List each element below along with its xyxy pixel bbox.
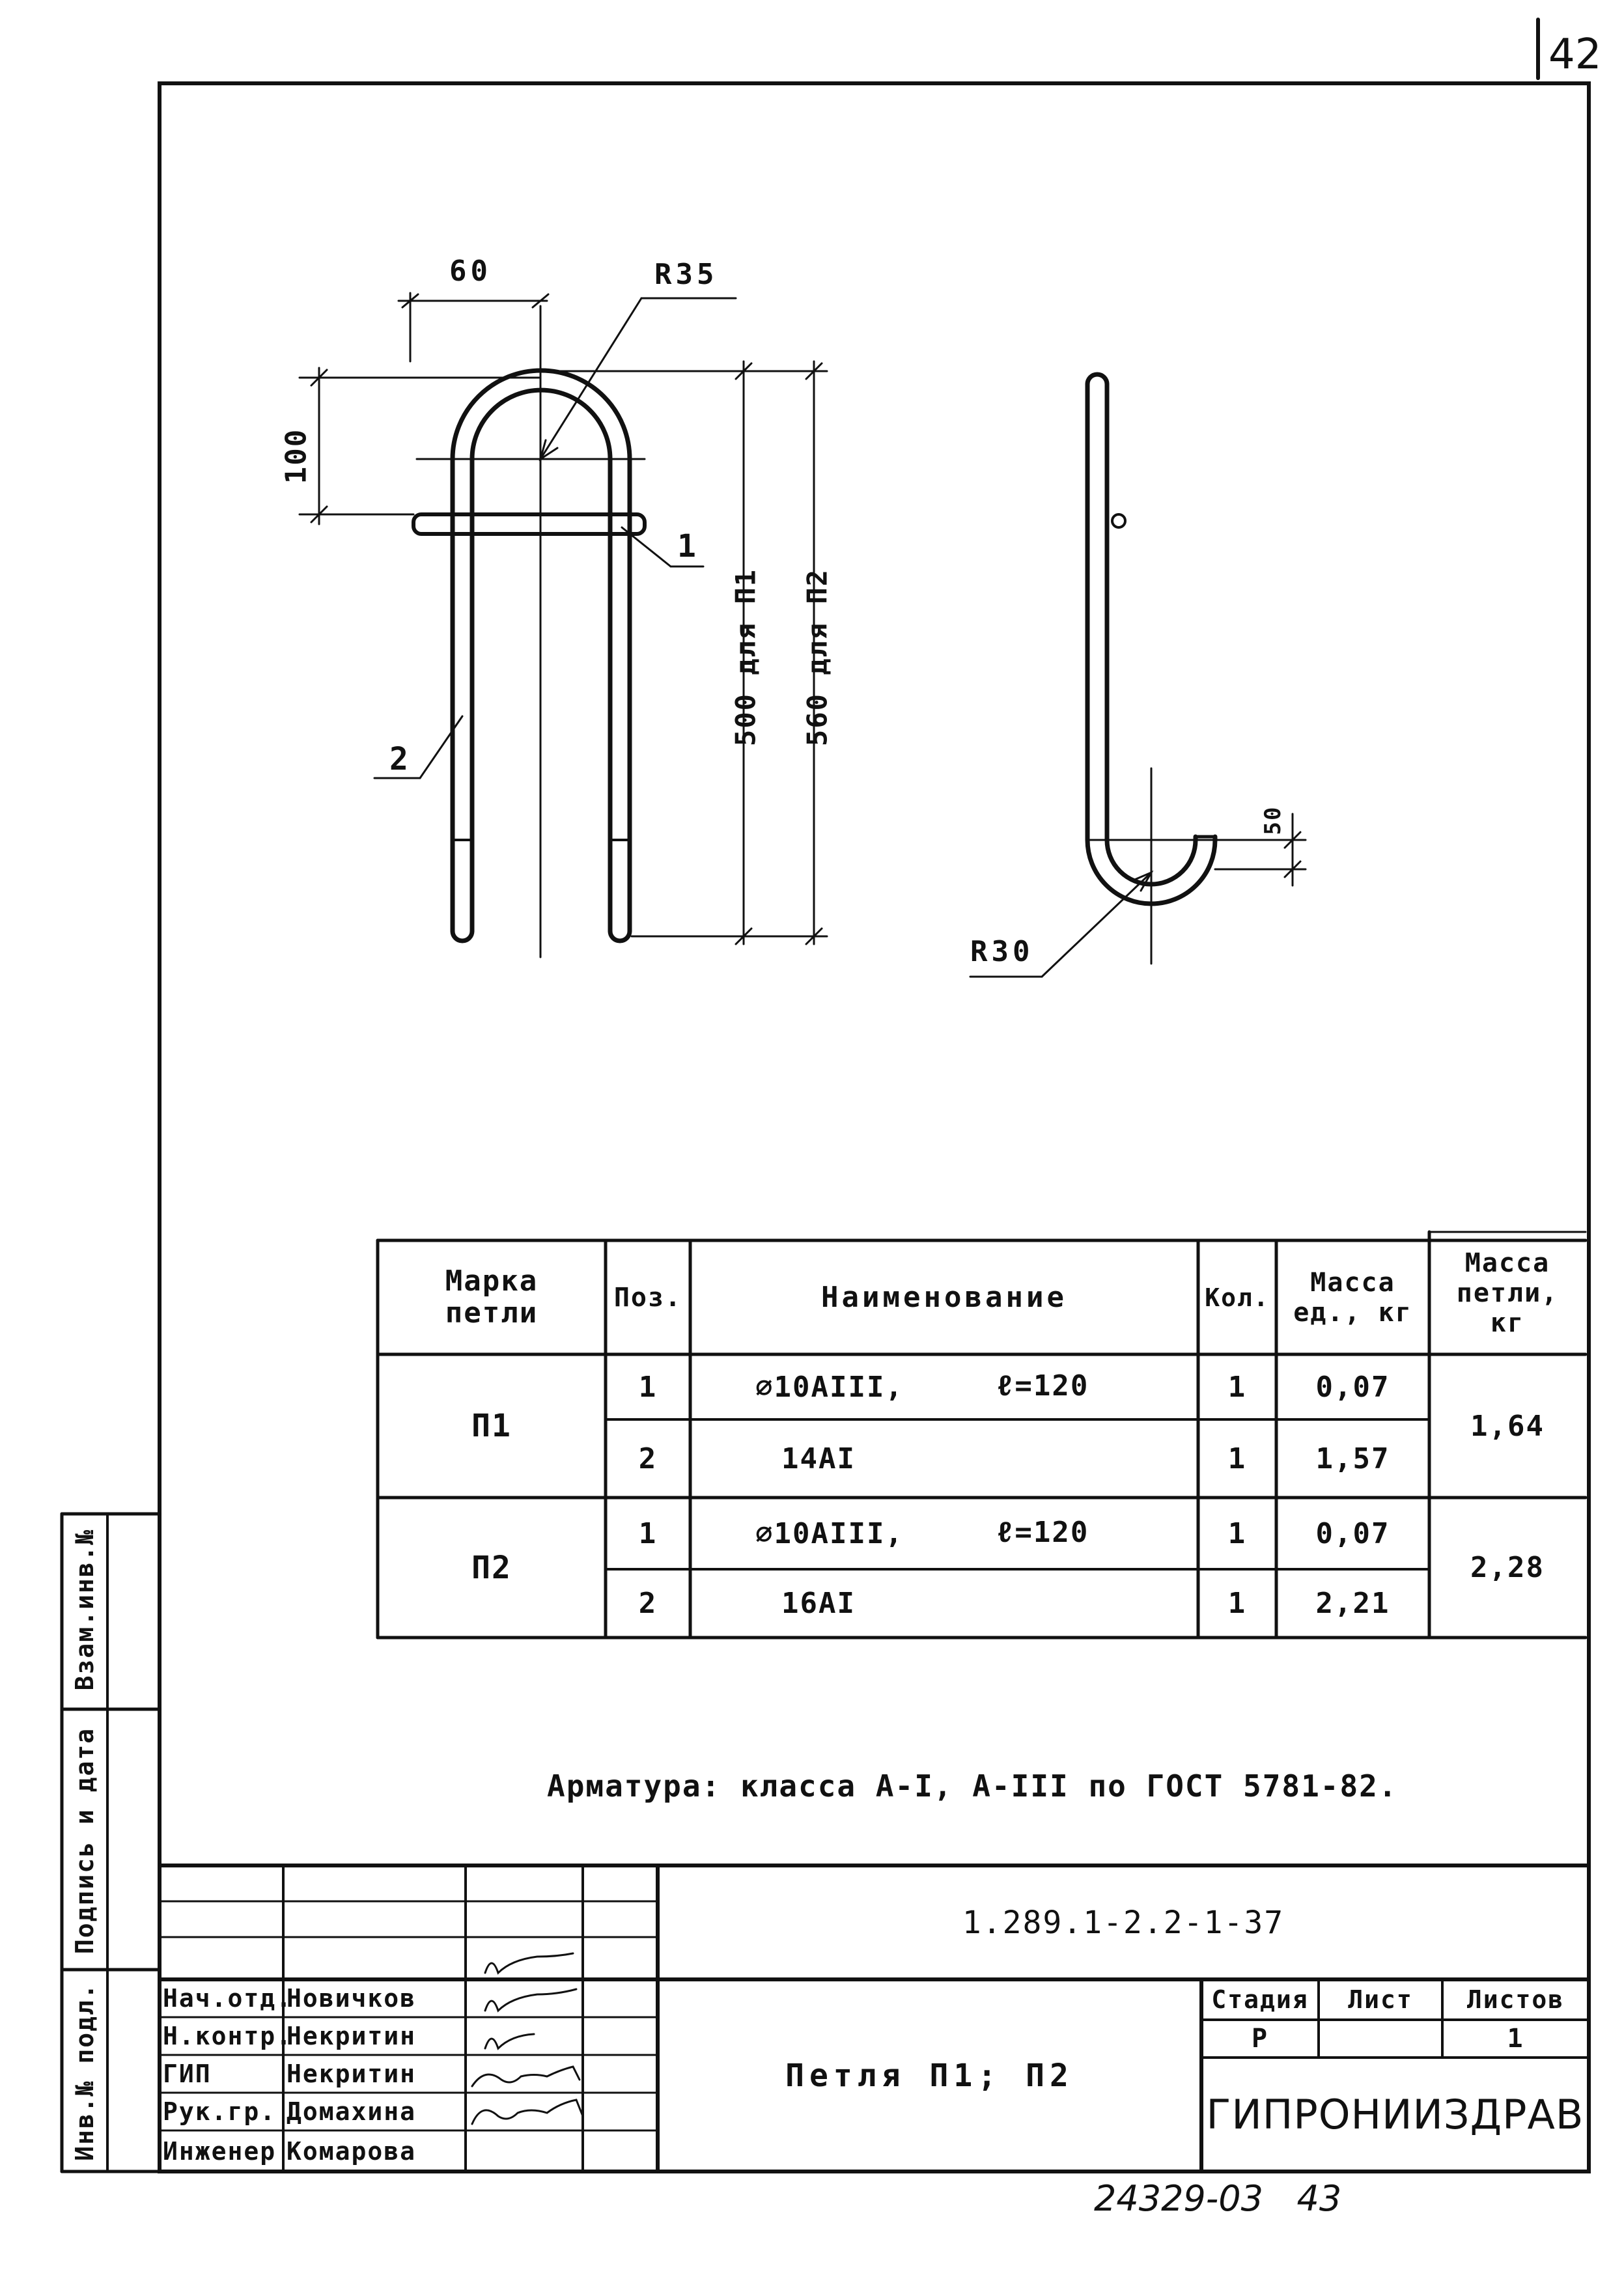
name-p1-2: 14АI: [781, 1442, 856, 1475]
table-row: 2: [638, 1442, 658, 1475]
mark-p1: П1: [471, 1408, 512, 1444]
dim-100: 100: [279, 428, 313, 484]
signature-5: [472, 2100, 583, 2124]
callout-2: 2: [389, 741, 408, 777]
signature-4: [472, 2067, 580, 2086]
stage-value: Р: [1251, 2024, 1269, 2054]
signature-2: [485, 1989, 576, 2011]
role-3: ГИП: [163, 2060, 212, 2088]
dim-500: 500 для П1: [729, 568, 762, 746]
dim-r35: R35: [654, 258, 718, 291]
qty-p2-1: 1: [1227, 1516, 1247, 1550]
name-4: Домахина: [287, 2097, 417, 2126]
organization: ГИПРОНИИЗДРАВ: [1206, 2091, 1584, 2138]
sheets-label: Листов: [1466, 1985, 1565, 2014]
side-stamp-inv-repl: Взам.инв.№: [70, 1528, 99, 1691]
dim-r30: R30: [970, 935, 1034, 968]
bar-section: [1112, 514, 1125, 527]
header-qty: Кол.: [1205, 1283, 1270, 1312]
header-mark: Марка петли: [445, 1264, 539, 1330]
role-4: Рук.гр.: [163, 2097, 277, 2126]
name-3: Некритин: [287, 2060, 417, 2088]
table-row: 1: [638, 1370, 658, 1404]
name-p2-2: 16АI: [781, 1587, 856, 1620]
length-p2-1: ℓ=120: [996, 1516, 1089, 1549]
doc-code: 1.289.1-2.2-1-37: [962, 1904, 1285, 1941]
loop-mass-p1: 1,64: [1470, 1409, 1545, 1443]
qty-p1-1: 1: [1227, 1370, 1247, 1404]
signature-1: [485, 1953, 573, 1973]
dim-50: 50: [1260, 805, 1286, 835]
sheet-value: [1319, 2020, 1442, 2058]
unit-mass-p2-1: 0,07: [1315, 1516, 1390, 1550]
unit-mass-p1-1: 0,07: [1315, 1370, 1390, 1404]
role-2: Н.контр.: [163, 2022, 293, 2050]
dim-60: 60: [449, 255, 492, 288]
header-name: Наименование: [821, 1281, 1067, 1314]
header-unit-mass: Масса ед., кг: [1293, 1267, 1412, 1328]
mark-p2: П2: [471, 1549, 512, 1586]
role-5: Инженер: [163, 2136, 277, 2166]
signature-3: [485, 2034, 534, 2048]
role-1: Нач.отд.: [163, 1984, 293, 2013]
side-stamp-sign-date: Подпись и дата: [70, 1727, 99, 1955]
side-stamp-inv-orig: Инв.№ подл.: [70, 1983, 99, 2161]
callout-1: 1: [677, 528, 696, 565]
qty-p1-2: 1: [1227, 1442, 1247, 1475]
length-p1-1: ℓ=120: [996, 1369, 1089, 1403]
table-row: 1: [638, 1516, 658, 1550]
name-5: Комарова: [287, 2136, 417, 2166]
name-2: Некритин: [287, 2022, 417, 2050]
qty-p2-2: 1: [1227, 1587, 1247, 1620]
stage-label: Стадия: [1211, 1985, 1309, 2014]
reinforcement-note: Арматура: класса А-I, А-III по ГОСТ 5781-82.: [547, 1768, 1398, 1804]
unit-mass-p1-2: 1,57: [1315, 1442, 1390, 1475]
page-number: 42: [1548, 31, 1602, 79]
loop-mass-p2: 2,28: [1470, 1551, 1545, 1584]
header-pos: Поз.: [613, 1282, 682, 1313]
archive-number: 24329-03 43: [1094, 2178, 1342, 2219]
name-p2-1: ⌀10АIII,: [755, 1516, 904, 1550]
table-row: 2: [638, 1587, 658, 1620]
dim-560: 560 для П2: [801, 568, 833, 746]
drawing-frame: [160, 83, 1589, 2171]
sheets-value: 1: [1507, 2024, 1524, 2054]
name-p1-1: ⌀10АIII,: [755, 1370, 904, 1404]
sheet-title: Петля П1; П2: [785, 2057, 1074, 2094]
header-loop-mass: Масса петли, кг: [1456, 1248, 1559, 1338]
unit-mass-p2-2: 2,21: [1315, 1587, 1390, 1620]
name-1: Новичков: [287, 1984, 417, 2013]
sheet-label: Лист: [1348, 1985, 1413, 2014]
